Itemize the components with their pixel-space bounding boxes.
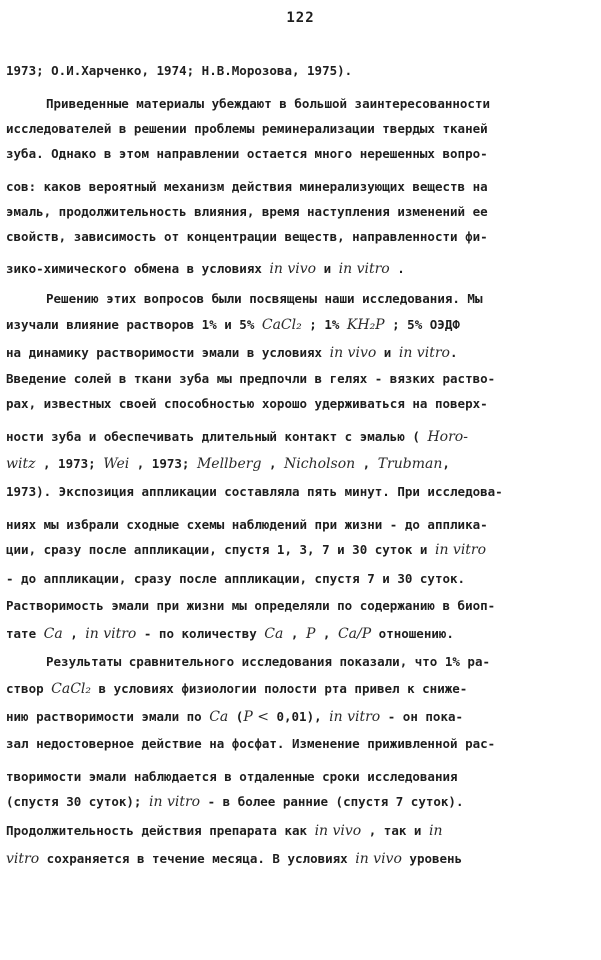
- handwritten-insert: Mellberg: [196, 456, 262, 472]
- typed-text: нию растворимости эмали по: [6, 709, 210, 724]
- typed-text: сов: каков вероятный механизм действия минерализующих веществ на: [6, 179, 488, 194]
- typed-text: ,: [261, 456, 285, 471]
- typed-text: - он пока-: [380, 709, 464, 724]
- text-line: [6, 370, 596, 388]
- typed-text: .: [449, 345, 458, 360]
- typed-text: ; 5% ОЭДФ: [384, 317, 460, 332]
- typed-text: 0,01),: [268, 709, 330, 724]
- typed-text: , так и: [361, 823, 429, 838]
- typed-text: на динамику растворимости эмали в условиях: [6, 345, 330, 360]
- text-line: [46, 653, 596, 671]
- typed-text: зал недостоверное действие на фосфат. Изменение приживленной рас-: [6, 736, 496, 751]
- typed-text: ,: [442, 456, 450, 471]
- typed-text: в условиях физиологии полости рта привел к сниже-: [91, 681, 468, 696]
- text-line: [6, 178, 596, 196]
- typed-text: 1973; О.И.Харченко, 1974; Н.В.Морозова, 1975).: [6, 63, 353, 78]
- text-line: [6, 822, 596, 840]
- text-line: [6, 850, 596, 868]
- text-line: [6, 395, 596, 413]
- text-line: [6, 625, 596, 643]
- typed-text: зуба. Однако в этом направлении остается много нерешенных вопро-: [6, 146, 488, 161]
- handwritten-insert: in vivo: [269, 261, 317, 277]
- typed-text: ниях мы избрали сходные схемы наблюдений при жизни - до апплика-: [6, 517, 488, 532]
- handwritten-insert: in vitro: [149, 794, 201, 810]
- typed-text: сохраняется в течение месяца. В условиях: [39, 851, 356, 866]
- handwritten-insert: in vitro: [434, 542, 487, 558]
- text-line: [6, 597, 596, 615]
- typed-text: ,: [62, 626, 86, 641]
- handwritten-insert: in vitro: [338, 261, 390, 277]
- handwritten-insert: Ca: [43, 626, 63, 642]
- typed-text: ,: [355, 456, 378, 471]
- typed-text: Введение солей в ткани зуба мы предпочли в гелях - вязких раство-: [6, 371, 496, 386]
- typed-text: (: [228, 709, 244, 724]
- handwritten-insert: CaCl₂: [261, 317, 302, 333]
- typed-text: - до аппликации, сразу после аппликации, спустя 7 и 30 суток.: [6, 571, 466, 586]
- typed-text: и: [316, 261, 339, 276]
- typed-text: - по количеству: [136, 626, 265, 641]
- text-line: [6, 344, 596, 362]
- text-line: [6, 768, 596, 786]
- page-number: 122: [286, 10, 315, 26]
- handwritten-insert: Trubman: [377, 456, 443, 472]
- text-line: [46, 95, 596, 113]
- handwritten-insert: in vivo: [355, 851, 402, 867]
- text-line: [6, 260, 596, 278]
- typed-text: (спустя 30 суток);: [6, 794, 149, 809]
- text-line: [6, 735, 596, 753]
- handwritten-insert: in vitro: [398, 345, 450, 361]
- typed-text: отношению.: [371, 626, 454, 641]
- text-line: [6, 541, 596, 559]
- typed-text: ,: [283, 626, 306, 641]
- handwritten-insert: CaCl₂: [51, 681, 92, 697]
- text-line: [6, 228, 596, 246]
- handwritten-insert: in vivo: [329, 345, 377, 361]
- handwritten-insert: in: [428, 823, 443, 839]
- typed-text: исследователей в решении проблемы реминерализации твердых тканей: [6, 121, 488, 136]
- typed-text: эмаль, продолжительность влияния, время наступления изменений ее: [6, 204, 488, 219]
- typed-text: створ: [6, 681, 52, 696]
- text-line: [46, 290, 596, 308]
- typed-text: и: [376, 345, 399, 360]
- handwritten-insert: Horo-: [427, 429, 468, 445]
- typed-text: .: [389, 261, 405, 276]
- handwritten-insert: vitro: [6, 851, 40, 867]
- typed-text: ции, сразу после аппликации, спустя 1, 3, 7 и 30 суток и: [6, 542, 435, 557]
- handwritten-insert: in vitro: [85, 626, 137, 642]
- text-line: [6, 570, 596, 588]
- typed-text: , 1973;: [35, 456, 104, 471]
- text-line: [6, 455, 596, 473]
- handwritten-insert: P <: [243, 709, 269, 725]
- handwritten-insert: KH₂P: [346, 317, 385, 333]
- text-line: [6, 680, 596, 698]
- handwritten-insert: Nicholson: [284, 456, 356, 472]
- typed-text: Продолжительность действия препарата как: [6, 823, 315, 838]
- typed-text: Растворимость эмали при жизни мы определяли по содержанию в биоп-: [6, 598, 496, 613]
- text-line: [6, 145, 596, 163]
- typed-text: , 1973;: [129, 456, 197, 471]
- typed-text: Решению этих вопросов были посвящены наши исследования. Мы: [46, 291, 483, 306]
- handwritten-insert: in vivo: [314, 823, 362, 839]
- text-line: [6, 120, 596, 138]
- typed-text: ности зуба и обеспечивать длительный контакт с эмалью (: [6, 429, 428, 444]
- typed-text: тате: [6, 626, 44, 641]
- handwritten-insert: in vitro: [329, 709, 381, 725]
- handwritten-insert: P: [305, 626, 316, 642]
- typed-text: уровень: [401, 851, 463, 866]
- text-line: [6, 516, 596, 534]
- text-line: [6, 316, 596, 334]
- typed-text: - в более ранние (спустя 7 суток).: [200, 794, 464, 809]
- typed-text: ,: [315, 626, 338, 641]
- handwritten-insert: Ca: [264, 626, 284, 642]
- typed-text: Результаты сравнительного исследования показали, что 1% ра-: [46, 654, 491, 669]
- typed-text: творимости эмали наблюдается в отдаленные сроки исследования: [6, 769, 458, 784]
- handwritten-insert: Wei: [103, 456, 130, 472]
- typed-text: свойств, зависимость от концентрации веществ, направленности фи-: [6, 229, 488, 244]
- text-line: [6, 793, 596, 811]
- handwritten-insert: witz: [6, 456, 36, 472]
- handwritten-insert: Ca/P: [337, 626, 372, 642]
- typed-text: 1973). Экспозиция аппликации составляла пять минут. При исследова-: [6, 484, 503, 499]
- typed-text: рах, известных своей способностью хорошо удерживаться на поверх-: [6, 396, 488, 411]
- typed-text: зико-химического обмена в условиях: [6, 261, 270, 276]
- text-line: [6, 428, 596, 446]
- typed-text: Приведенные материалы убеждают в большой заинтересованности: [46, 96, 491, 111]
- text-line: [6, 708, 596, 726]
- text-line: [6, 203, 596, 221]
- text-line: [6, 62, 596, 80]
- handwritten-insert: Ca: [209, 709, 229, 725]
- text-line: [6, 483, 596, 501]
- typed-text: изучали влияние растворов 1% и 5%: [6, 317, 262, 332]
- typed-text: ; 1%: [301, 317, 347, 332]
